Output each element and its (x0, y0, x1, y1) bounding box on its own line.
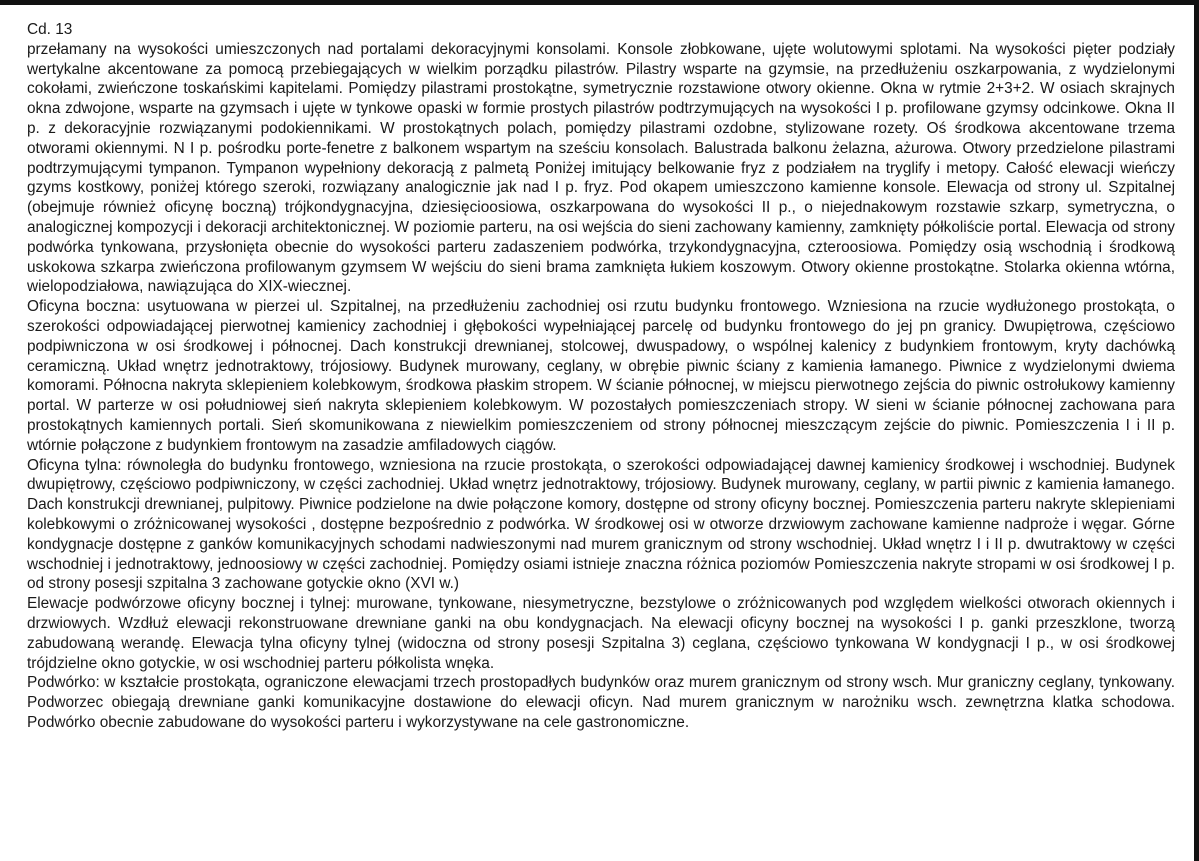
paragraph-front-building-facade: przełamany na wysokości umieszczonych nad portalami dekoracyjnymi konsolami. Konsole złobkowane, ujęte wolutowymi splotami. Na wysokości pięter podziały wertykalne akcentowane za pomocą przebiegających w wielkim porządku pilastrów. Pilastry wsparte na gzymsie, na przedłużeniu oszkarpowania, z wydzielonymi cokołami, zwieńczone toskańskimi kapitelami. Pomiędzy pilastrami prostokątne, symetrycznie rozstawione otwory okienne. Okna w rytmie 2+3+2. W osiach skrajnych okna zdwojone, wsparte na gzymsach i ujęte w tynkowe opaski w formie prostych pilastrów podtrzymujących na wysokości I p. profilowane gzymsy odcinkowe. Okna II p. z dekoracyjnie rozwiązanymi podokiennikami. W prostokątnych polach, pomiędzy pilastrami ozdobne, stylizowane rozety. Oś środkowa akcentowane trzema otworami okiennymi. N I p. pośrodku porte-fenetre z balkonem wspartym na sześciu konsolach. Balustrada balkonu żelazna, ażurowa. Otwory przedzielone pilastrami podtrzymującymi tympanon. Tympanon wypełniony dekoracją z palmetą Poniżej imitujący belkowanie fryz z podziałem na tryglify i metopy. Całość elewacji wieńczy gzyms kostkowy, poniżej którego szeroki, rozwiązany analogicznie jak nad I p. fryz. Pod okapem umieszczono kamienne konsole. Elewacja od strony ul. Szpitalnej (obejmuje również oficynę boczną) trójkondygnacyjna, dziesięcioosiowa, oszkarpowana do wysokości II p., o niejednakowym rozstawie szkarp, symetryczna, o analogicznej kompozycji i dekoracji architektonicznej. W poziomie parteru, na osi wejścia do sieni zachowany kamienny, zamknięty półkoliście portal. Elewacja od strony podwórka tynkowana, przysłonięta obecnie do wysokości parteru zadaszeniem podwórka, trzykondygnacyjna, czteroosiowa. Pomiędzy osią wschodnią i środkową uskokowa szkarpa zwieńczona profilowanym gzymsem W wejściu do sieni brama zamknięta łukiem koszowym. Otwory okienne prostokątne. Stolarka okienna wtórna, wielopodziałowa, nawiązująca do XIX-wiecznej. (27, 40, 1175, 296)
paragraph-rear-annex: Oficyna tylna: równoległa do budynku frontowego, wzniesiona na rzucie prostokąta, o szerokości odpowiadającej dawnej kamienicy środkowej i wschodniej. Budynek dwupiętrowy, częściowo podpiwniczony, w części zachodniej. Układ wnętrz jednotraktowy, trójosiowy. Budynek murowany, ceglany, w partii piwnic z kamienia łamanego. Dach konstrukcji drewnianej, pulpitowy. Piwnice podzielone na dwie połączone komory, dostępne od strony oficyny bocznej. Pomieszczenia parteru nakryte sklepieniami kolebkowymi o zróżnicowanej wysokości , dostępne bezpośrednio z podwórka. W środkowej osi w otworze drzwiowym zachowane kamienne nadproże i węgar. Górne kondygnacje dostępne z ganków komunikacyjnych schodami nadwieszonymi nad murem granicznym od strony wschodniej. Układ wnętrz I i II p. dwutraktowy w części wschodniej i jednotraktowy, jednoosiowy w części zachodniej. Pomiędzy osiami istnieje znaczna różnica poziomów Pomieszczenia nakryte stropami w osi środkowej I p. od strony posesji szpitalna 3 zachowane gotyckie okno (XVI w.) (27, 456, 1175, 593)
paragraph-courtyard: Podwórko: w kształcie prostokąta, ograniczone elewacjami trzech prostopadłych budynków oraz murem granicznym od strony wsch. Mur graniczny ceglany, tynkowany. Podworzec obiegają drewniane ganki komunikacyjne dostawione do elewacji oficyn. Nad murem granicznym w narożniku wsch. zewnętrzna klatka schodowa. Podwórko obecnie zabudowane do wysokości parteru i wykorzystywane na cele gastronomiczne. (27, 674, 1175, 731)
document-body (27, 20, 1175, 733)
paragraph-side-annex: Oficyna boczna: usytuowana w pierzei ul. Szpitalnej, na przedłużeniu zachodniej osi rzutu budynku frontowego. Wzniesiona na rzucie wydłużonego prostokąta, o szerokości odpowiadającej pierwotnej kamienicy zachodniej i głębokości wypełniającej parcelę od budynku frontowego do jej pn granicy. Dwupiętrowa, częściowo podpiwniczona w osi środkowej i północnej. Dach konstrukcji drewnianej, stolcowej, dwuspadowy, o wspólnej kalenicy z budynkiem frontowym, kryty dachówką ceramiczną. Układ wnętrz jednotraktowy, trójosiowy. Budynek murowany, ceglany, w obrębie piwnic ściany z kamienia łamanego. Piwnice z wydzielonymi dwiema komorami. Północna nakryta sklepieniem kolebkowym, środkowa płaskim stropem. W ścianie północnej, w miejscu pierwotnego zejścia do piwnic ostrołukowy kamienny portal. W parterze w osi południowej sień nakryta sklepieniem kolebkowym. W pozostałych pomieszczeniach stropy. W sieni w ścianie północnej zachowana para prostokątnych kamiennych portali. Sień skomunikowana z niewielkim pomieszczeniem od strony północnej mieszczącym zejście do piwnic. Pomieszczenia I i II p. wtórnie połączone z budynkiem frontowym na zasadzie amfiladowych ciągów. (27, 298, 1175, 454)
paragraph-courtyard-elevations: Elewacje podwórzowe oficyny bocznej i tylnej: murowane, tynkowane, niesymetryczne, bezstylowe o zróżnicowanych pod względem wielkości otworach okiennych i drzwiowych. Wzdłuż elewacji rekonstruowane drewniane ganki na obu kondygnacjach. Na elewacji oficyny bocznej na wysokości I p. ganki przeszklone, tworzą zabudowaną werandę. Elewacja tylna oficyny tylnej (widoczna od strony posesji Szpitalna 3) ceglana, częściowo tynkowana W kondygnacji I p., w osi środkowej trójdzielne okno gotyckie, w osi wschodniej parteru półkolista wnęka. (27, 595, 1175, 672)
page-identifier: Cd. 13 (27, 21, 73, 38)
scan-border-top (0, 0, 1199, 5)
scan-border-right (1194, 0, 1199, 861)
